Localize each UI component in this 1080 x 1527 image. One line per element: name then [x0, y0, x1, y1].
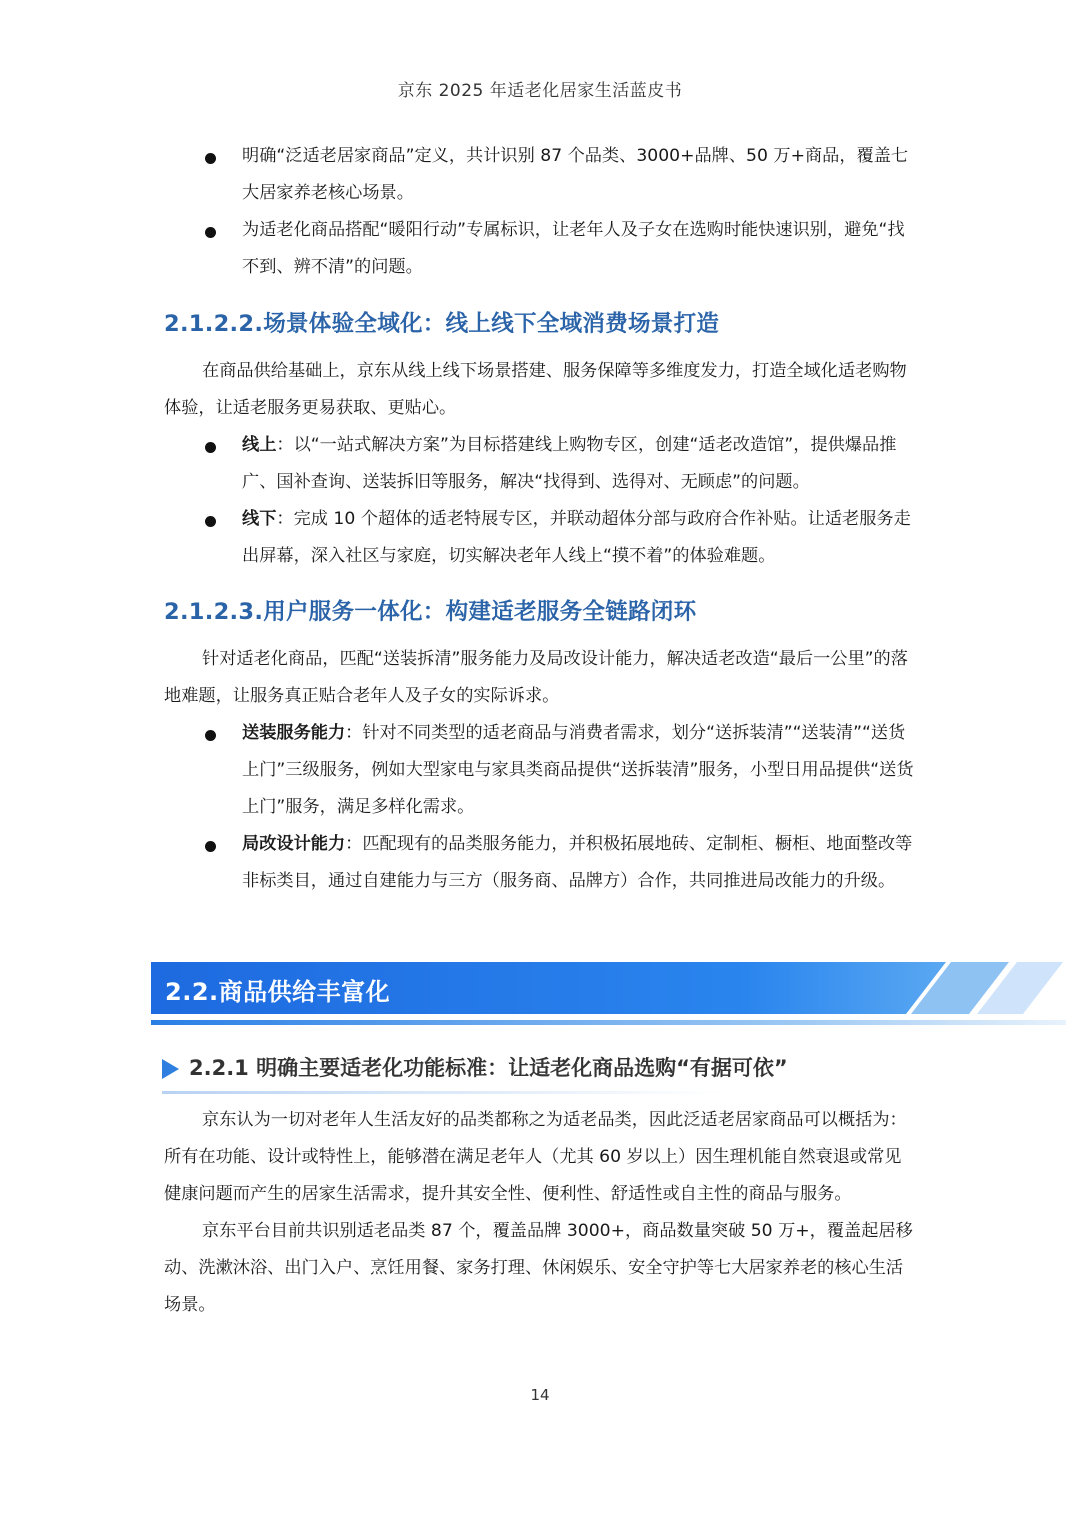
section-heading-221-text: 2.2.1 明确主要适老化功能标准：让适老化商品选购“有据可依” [189, 1056, 788, 1080]
bullet-dot-icon [205, 442, 216, 453]
paragraph: 京东平台目前共识别适老品类 87 个，覆盖品牌 3000+，商品数量突破 50 万+，覆盖起居移动、洗漱沐浴、出门入户、烹饪用餐、家务打理、休闲娱乐、安全守护等七大居家养老的核心生活场景。 [164, 1221, 913, 1315]
bullet-dot-icon [205, 730, 216, 741]
bullet-dot-icon [205, 153, 216, 164]
chapter-banner [151, 960, 1066, 1030]
section-221-body [164, 1102, 918, 1324]
bullet-text: ：完成 10 个超体的适老特展专区，并联动超体分部与政府合作补贴。让适老服务走出屏幕，深入社区与家庭，切实解决老年人线上“摸不着”的体验难题。 [242, 509, 911, 566]
section-2123-intro: 针对适老化商品，匹配“送装拆清”服务能力及局改设计能力，解决适老改造“最后一公里”的落地难题，让服务真正贴合老年人及子女的实际诉求。 [164, 649, 908, 706]
bullet-dot-icon [205, 516, 216, 527]
bullet-item-online [164, 427, 918, 501]
bullet-label: 线上 [242, 435, 277, 455]
bullet-text: 明确“泛适老居家商品”定义，共计识别 87 个品类、3000+品牌、50 万+商品，覆盖七大居家养老核心场景。 [242, 146, 909, 203]
bullet-label: 送装服务能力 [242, 723, 346, 743]
bullet-dot-icon [205, 841, 216, 852]
bullet-item-delivery [164, 715, 918, 826]
bullet-item-renovation [164, 826, 918, 900]
bullet-label: 线下 [242, 509, 277, 529]
bullet-item-offline [164, 501, 918, 575]
page-number: 14 [530, 1386, 550, 1404]
bullet-item [164, 138, 918, 212]
heading-underline [162, 1091, 722, 1094]
bullet-text: 为适老化商品搭配“暖阳行动”专属标识，让老年人及子女在选购时能快速识别，避免“找不到、辨不清”的问题。 [242, 220, 905, 277]
section-2123-body [164, 641, 918, 900]
section-heading-2122: 2.1.2.2.场景体验全域化：线上线下全域消费场景打造 [164, 311, 720, 337]
bullet-dot-icon [205, 227, 216, 238]
banner-title: 2.2.商品供给丰富化 [165, 978, 391, 1006]
triangle-marker-icon [162, 1059, 179, 1079]
bullet-text: ：以“一站式解决方案”为目标搭建线上购物专区，创建“适老改造馆”，提供爆品推广、国补查询、送装拆旧等服务，解决“找得到、选得对、无顾虑”的问题。 [242, 435, 897, 492]
section-2122-intro: 在商品供给基础上，京东从线上线下场景搭建、服务保障等多维度发力，打造全域化适老购物体验，让适老服务更易获取、更贴心。 [164, 361, 907, 418]
top-bullet-list [164, 138, 918, 286]
bullet-text: ：针对不同类型的适老商品与消费者需求，划分“送拆装清”“送装清”“送货上门”三级服务，例如大型家电与家具类商品提供“送拆装清”服务，小型日用品提供“送货上门”服务，满足多样化需求。 [242, 723, 914, 817]
section-2122-body [164, 353, 918, 575]
section-heading-2123: 2.1.2.3.用户服务一体化：构建适老服务全链路闭环 [164, 599, 697, 625]
bullet-text: ：匹配现有的品类服务能力，并积极拓展地砖、定制柜、橱柜、地面整改等非标类目，通过自建能力与三方（服务商、品牌方）合作，共同推进局改能力的升级。 [242, 834, 913, 891]
paragraph: 京东认为一切对老年人生活友好的品类都称之为适老品类，因此泛适老居家商品可以概括为：所有在功能、设计或特性上，能够潜在满足老年人（尤其 60 岁以上）因生理机能自然衰退或常见健康问题而产生的居家生活需求，提升其安全性、便利性、舒适性或自主性的商品与服务。 [164, 1110, 907, 1204]
page-header: 京东 2025 年适老化居家生活蓝皮书 [397, 81, 683, 101]
bullet-item [164, 212, 918, 286]
bullet-label: 局改设计能力 [242, 834, 346, 854]
